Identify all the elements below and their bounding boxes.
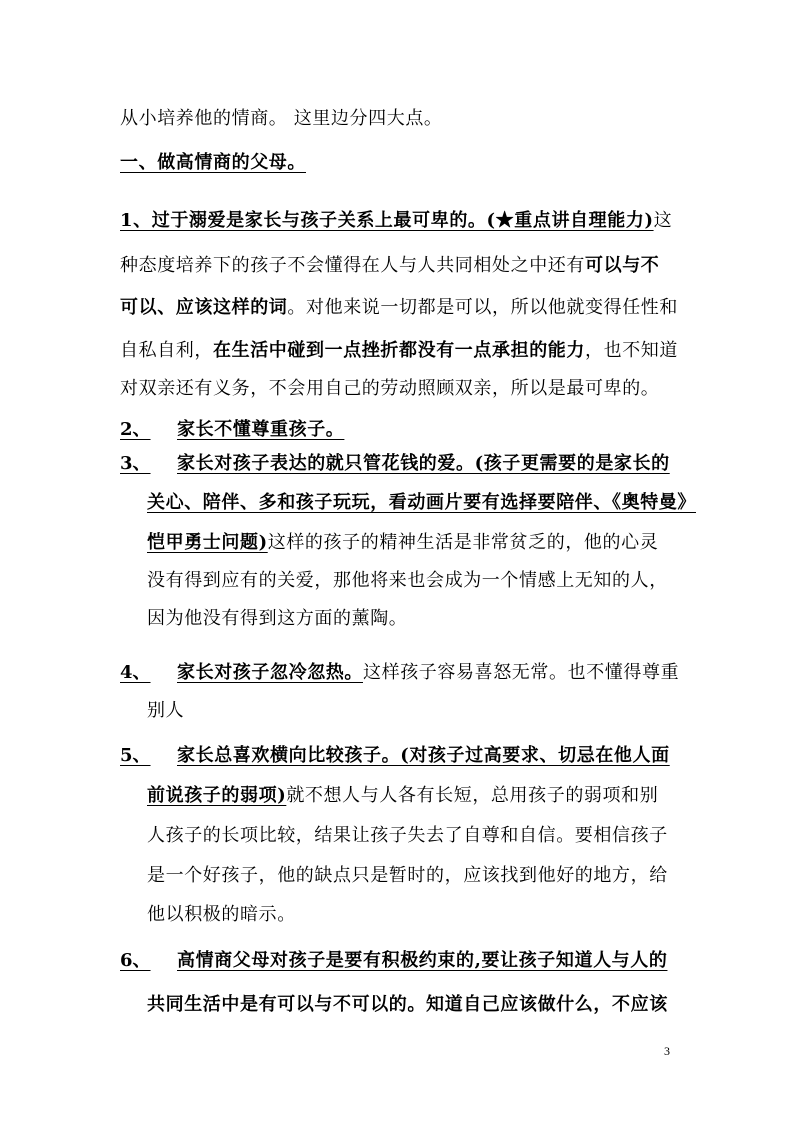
text-segment: 对双亲还有义务，不会用自己的劳动照顾双亲，所以是最可卑的。	[120, 378, 660, 399]
text-segment: 1、过于溺爱是家长与孩子关系上最可卑的。(★重点讲自理能力)	[120, 210, 654, 231]
text-segment: 前说孩子的弱项)	[147, 785, 287, 806]
text-segment: 恺甲勇士问题)	[147, 532, 268, 553]
text-line	[147, 864, 668, 888]
text-segment: 别人	[147, 700, 185, 721]
text-segment: 这样的孩子的精神生活是非常贫乏的，他的心灵	[267, 532, 659, 553]
list-number: 3、	[120, 453, 151, 474]
text-line	[147, 824, 668, 848]
text-segment: 家长对孩子忽冷忽热。	[177, 662, 363, 683]
text-segment: 没有得到应有的关爱，那他将来也会成为一个情感上无知的人，	[147, 570, 668, 591]
text-line	[120, 107, 443, 131]
text-segment: 自私自利，	[120, 340, 213, 361]
text-line	[147, 903, 296, 927]
text-segment: 。对他来说一切都是可以，所以他就变得任性和	[287, 297, 679, 318]
text-segment: 一、做高情商的父母。	[120, 152, 306, 173]
text-segment: 就不想人与人各有长短，总用孩子的弱项和别	[286, 785, 659, 806]
list-number: 2、	[120, 419, 151, 440]
text-line	[120, 254, 659, 278]
text-line	[147, 784, 658, 808]
list-number: 5、	[120, 745, 151, 766]
list-number: 6、	[120, 950, 151, 971]
text-line	[147, 699, 184, 723]
text-segment: 家长总喜欢横向比较孩子。(对孩子过高要求、切忌在他人面	[177, 745, 670, 766]
text-segment: 家长对孩子表达的就只管花钱的爱。(孩子更需要的是家长的	[177, 453, 670, 474]
text-segment: ，也不知道	[585, 340, 678, 361]
text-segment: 关心、陪伴、多和孩子玩玩，看动画片要有选择要陪伴、《奥特曼》	[147, 492, 696, 513]
text-line	[177, 949, 667, 973]
page-number: 3	[664, 1044, 670, 1058]
text-line	[177, 418, 344, 442]
text-line	[147, 993, 668, 1017]
text-segment: 这样孩子容易喜怒无常。也不懂得尊重	[363, 662, 680, 683]
text-line	[120, 209, 672, 233]
text-segment: 家长不懂尊重孩子。	[177, 419, 345, 440]
text-segment: 高情商父母对孩子是要有积极约束的,要让孩子知道人与人的	[177, 950, 668, 971]
text-segment: 他以积极的暗示。	[147, 904, 296, 925]
text-line	[120, 151, 306, 175]
text-segment: 这	[653, 210, 673, 231]
text-segment: 可以与不	[585, 255, 660, 276]
text-segment: 人孩子的长项比较，结果让孩子失去了自尊和自信。要相信孩子	[147, 825, 668, 846]
text-line	[120, 296, 678, 320]
text-line	[147, 607, 407, 631]
text-segment: 是一个好孩子，他的缺点只是暂时的，应该找到他好的地方，给	[147, 865, 668, 886]
text-segment: 因为他没有得到这方面的薰陶。	[147, 608, 408, 629]
text-line	[147, 531, 658, 555]
text-line	[120, 377, 659, 401]
text-line	[177, 661, 679, 685]
text-segment: 从小培养他的情商。 这里边分四大点。	[120, 108, 443, 129]
text-line	[147, 569, 668, 593]
text-segment: 可以、应该这样的词	[120, 297, 288, 318]
list-number: 4、	[120, 662, 151, 683]
text-segment: 种态度培养下的孩子不会懂得在人与人共同相处之中还有	[120, 255, 585, 276]
text-line	[120, 339, 678, 363]
text-line	[177, 452, 670, 476]
text-line	[177, 744, 670, 768]
text-segment: 共同生活中是有可以与不可以的。知道自己应该做什么，不应该	[147, 994, 668, 1015]
text-segment: 在生活中碰到一点挫折都没有一点承担的能力	[213, 340, 585, 361]
text-line	[147, 491, 696, 515]
